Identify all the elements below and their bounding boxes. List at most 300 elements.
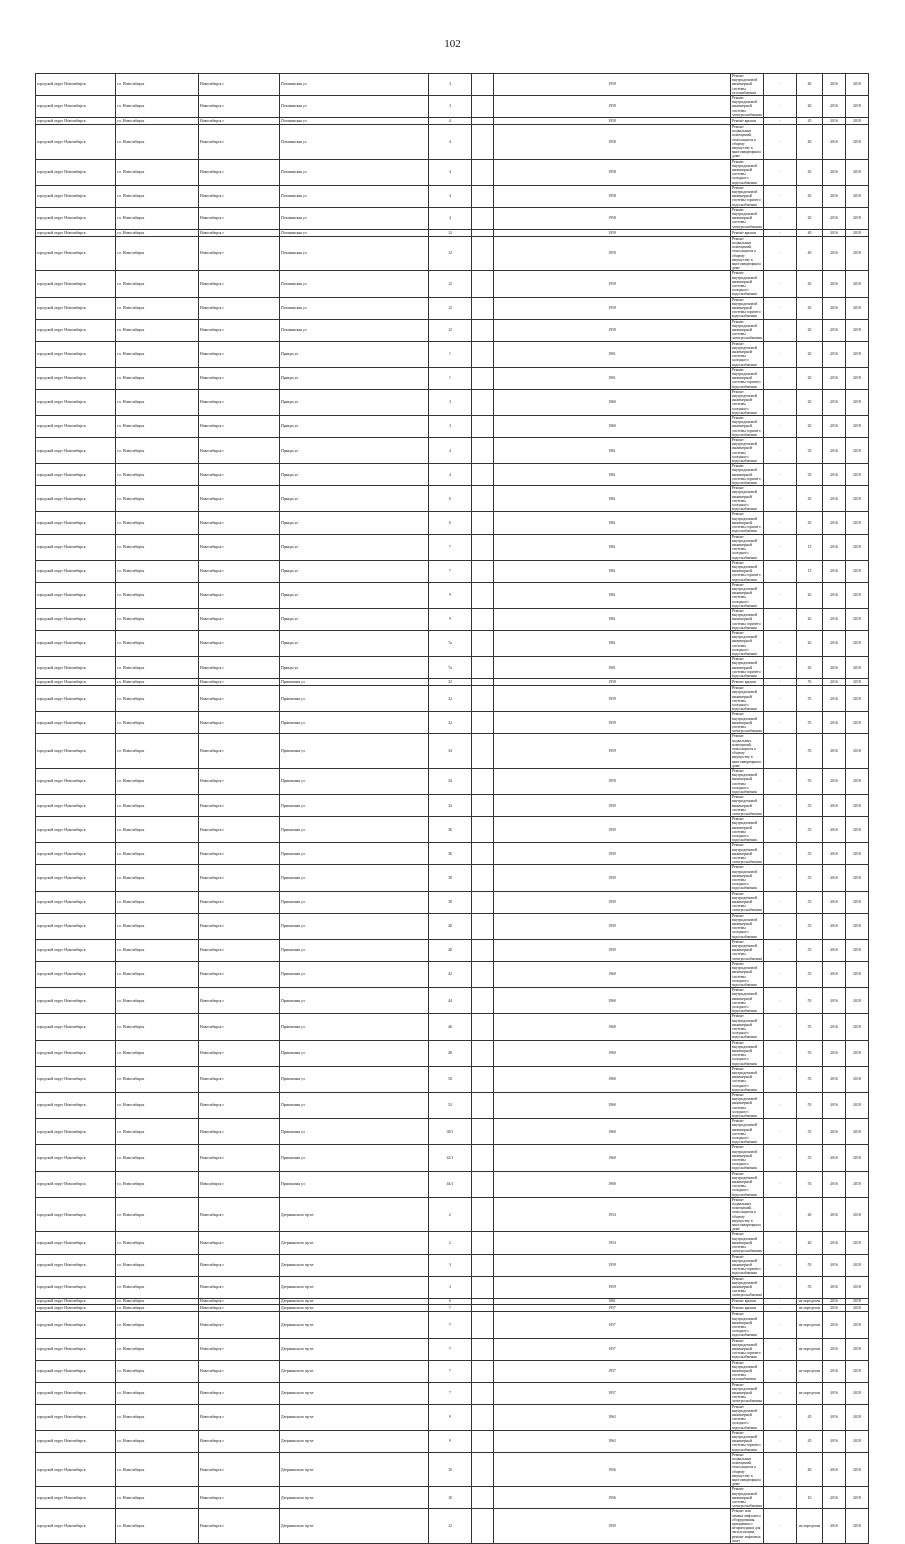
district-cell: городской округ Новосибирск bbox=[36, 734, 116, 769]
table-row bbox=[36, 939, 869, 961]
house-cell: 4 bbox=[429, 207, 472, 229]
year-end-cell: 2018 bbox=[846, 1040, 869, 1066]
cost-cell: 55 bbox=[797, 1066, 823, 1092]
work-type-cell: Ремонт подвальных помещений, относящихся к общему имуществу в многоквартирном доме bbox=[731, 124, 764, 159]
table-row bbox=[36, 865, 869, 891]
work-type-cell: Ремонт внутридомовой инженерной системы холодного водоснабжения bbox=[731, 582, 764, 608]
empty-cell bbox=[472, 657, 494, 679]
table-row bbox=[36, 712, 869, 734]
empty-cell bbox=[472, 1338, 494, 1360]
year-end-cell: 2018 bbox=[846, 865, 869, 891]
year-cell: 1959 bbox=[494, 768, 731, 794]
work-type-cell: Ремонт внутридомовой инженерной системы газоснабжения bbox=[731, 1360, 764, 1382]
empty-cell bbox=[472, 464, 494, 486]
table-row bbox=[36, 1066, 869, 1092]
year-end-cell: 2018 bbox=[846, 843, 869, 865]
work-type-cell: Ремонт внутридомовой инженерной системы электроснабжения bbox=[732, 939, 762, 961]
year-end-cell: 2018 bbox=[846, 686, 869, 712]
cost-cell: 15 bbox=[797, 534, 823, 560]
work-type-cell: Ремонт внутридомовой инженерной системы электроснабжения bbox=[732, 1276, 762, 1298]
house-cell: 7а bbox=[429, 657, 472, 679]
table-body bbox=[36, 74, 869, 1544]
year-end-cell: 2018 bbox=[846, 582, 869, 608]
table-row bbox=[36, 768, 869, 794]
cost-cell: 40 bbox=[797, 229, 823, 236]
house-cell: 44/1 bbox=[429, 1171, 472, 1197]
cost-cell: 20 bbox=[797, 630, 823, 656]
year-start-cell: 2016 bbox=[823, 416, 846, 438]
table-row bbox=[36, 512, 869, 534]
street-cell: Дзержинского пр-кт bbox=[280, 1197, 429, 1232]
empty-cell bbox=[472, 817, 494, 843]
empty-cell bbox=[472, 891, 494, 913]
empty-cell bbox=[472, 939, 494, 961]
house-cell: 3 bbox=[429, 1276, 472, 1298]
dash-cell: - bbox=[764, 1360, 797, 1382]
street-cell: Приисковая ул bbox=[280, 961, 429, 987]
work-type-cell: Ремонт внутридомовой инженерной системы электроснабжения bbox=[732, 891, 762, 913]
table-row bbox=[36, 1254, 869, 1276]
empty-cell bbox=[472, 1487, 494, 1509]
district-cell: городской округ Новосибирск bbox=[36, 486, 116, 512]
dash-cell: - bbox=[764, 486, 797, 512]
house-cell: 2 bbox=[429, 1197, 472, 1232]
city-cell: Новосибирск г bbox=[199, 1040, 280, 1066]
table-row bbox=[36, 118, 869, 125]
year-start-cell: 2016 bbox=[823, 988, 846, 1014]
street-cell: Приисковая ул bbox=[280, 988, 429, 1014]
work-type-cell: Ремонт внутридомовой инженерной системы газоснабжения bbox=[731, 74, 764, 96]
settlement-cell: г.о. Новосибирск bbox=[116, 207, 199, 229]
table-row bbox=[36, 464, 869, 486]
city-cell: Новосибирск г bbox=[199, 1014, 280, 1040]
city-cell: Новосибирск г bbox=[199, 712, 280, 734]
street-cell: Приисковая ул bbox=[280, 1145, 429, 1171]
year-cell: 1960 bbox=[494, 1171, 731, 1197]
year-cell: 1959 bbox=[494, 271, 731, 297]
year-start-cell: 2016 bbox=[823, 1171, 846, 1197]
house-cell: 4 bbox=[429, 124, 472, 159]
street-cell: Приисковая ул bbox=[280, 1119, 429, 1145]
house-cell: 32 bbox=[429, 679, 472, 686]
work-type-cell: Ремонт крыши bbox=[731, 1298, 764, 1305]
dash-cell: - bbox=[764, 319, 797, 341]
street-cell: Дзержинского пр-кт bbox=[280, 1509, 429, 1544]
settlement-cell: г.о. Новосибирск bbox=[116, 1254, 199, 1276]
house-cell: 48 bbox=[429, 1040, 472, 1066]
table-row bbox=[36, 1312, 869, 1338]
table-row bbox=[36, 1040, 869, 1066]
house-cell: 7 bbox=[429, 1338, 472, 1360]
year-cell: 1959 bbox=[494, 913, 731, 939]
empty-cell bbox=[472, 118, 494, 125]
cost-cell: 55 bbox=[797, 1254, 823, 1276]
table-row bbox=[36, 1338, 869, 1360]
year-cell: 1959 bbox=[494, 96, 731, 118]
empty-cell bbox=[472, 1452, 494, 1487]
dash-cell: - bbox=[764, 1487, 797, 1509]
settlement-cell: г.о. Новосибирск bbox=[116, 1119, 199, 1145]
empty-cell bbox=[472, 389, 494, 415]
cost-cell: 40 bbox=[797, 1452, 823, 1487]
cost-cell: 45 bbox=[797, 512, 823, 534]
city-cell: Новосибирск г bbox=[199, 319, 280, 341]
empty-cell bbox=[472, 1254, 494, 1276]
cost-cell: не определен bbox=[797, 1382, 823, 1404]
settlement-cell: г.о. Новосибирск bbox=[116, 185, 199, 207]
dash-cell: - bbox=[764, 534, 797, 560]
year-start-cell: 2016 bbox=[823, 124, 846, 159]
year-cell: 1957 bbox=[494, 1382, 731, 1404]
dash-cell: - bbox=[764, 734, 797, 769]
cost-cell: 55 bbox=[797, 1040, 823, 1066]
empty-cell bbox=[472, 686, 494, 712]
dash-cell: - bbox=[764, 464, 797, 486]
dash-cell: - bbox=[764, 1040, 797, 1066]
empty-cell bbox=[472, 297, 494, 319]
house-cell: 44 bbox=[429, 988, 472, 1014]
table-row bbox=[36, 367, 869, 389]
dash-cell: - bbox=[764, 185, 797, 207]
house-cell: 6 bbox=[429, 486, 472, 512]
table-row bbox=[36, 389, 869, 415]
table-row bbox=[36, 1298, 869, 1305]
year-end-cell: 2018 bbox=[846, 817, 869, 843]
settlement-cell: г.о. Новосибирск bbox=[116, 795, 199, 817]
year-end-cell: 2018 bbox=[846, 416, 869, 438]
year-end-cell: 2018 bbox=[846, 159, 869, 185]
house-cell: 34 bbox=[429, 734, 472, 769]
work-type-cell: Ремонт внутридомовой инженерной системы электроснабжения bbox=[732, 795, 762, 816]
district-cell: городской округ Новосибирск bbox=[36, 1066, 116, 1092]
year-start-cell: 2016 bbox=[823, 1487, 846, 1509]
cost-cell: 20 bbox=[797, 582, 823, 608]
work-type-cell: Ремонт крыши bbox=[731, 1305, 764, 1312]
dash-cell: - bbox=[764, 118, 797, 125]
settlement-cell: г.о. Новосибирск bbox=[116, 1145, 199, 1171]
city-cell: Новосибирск г bbox=[199, 1360, 280, 1382]
year-end-cell: 2018 bbox=[846, 297, 869, 319]
year-end-cell: 2018 bbox=[846, 1145, 869, 1171]
year-end-cell: 2018 bbox=[846, 1312, 869, 1338]
work-type-cell: Ремонт внутридомовой инженерной системы холодного водоснабжения bbox=[731, 961, 764, 987]
table-row bbox=[36, 1452, 869, 1487]
city-cell: Новосибирск г bbox=[199, 438, 280, 464]
dash-cell: - bbox=[764, 159, 797, 185]
year-start-cell: 2016 bbox=[823, 1404, 846, 1430]
year-cell: 1961 bbox=[494, 1298, 731, 1305]
year-cell: 1960 bbox=[494, 416, 731, 438]
street-cell: Потанинская ул bbox=[280, 207, 429, 229]
empty-cell bbox=[472, 1119, 494, 1145]
district-cell: городской округ Новосибирск bbox=[36, 795, 116, 817]
settlement-cell: г.о. Новосибирск bbox=[116, 464, 199, 486]
work-type-cell: Ремонт внутридомовой инженерной системы холодного водоснабжения bbox=[731, 1040, 764, 1066]
district-cell: городской округ Новосибирск bbox=[36, 1254, 116, 1276]
cost-cell: 45 bbox=[797, 207, 823, 229]
street-cell: Потанинская ул bbox=[280, 297, 429, 319]
house-cell: 3 bbox=[429, 389, 472, 415]
year-start-cell: 2016 bbox=[823, 341, 846, 367]
dash-cell: - bbox=[764, 843, 797, 865]
settlement-cell: г.о. Новосибирск bbox=[116, 438, 199, 464]
street-cell: Приисковая ул bbox=[280, 795, 429, 817]
street-cell: Правды ул bbox=[280, 438, 429, 464]
year-end-cell: 2018 bbox=[846, 389, 869, 415]
year-end-cell: 2018 bbox=[846, 1338, 869, 1360]
table-row bbox=[36, 1197, 869, 1232]
year-end-cell: 2018 bbox=[846, 1298, 869, 1305]
year-end-cell: 2018 bbox=[846, 939, 869, 961]
empty-cell bbox=[472, 795, 494, 817]
street-cell: Потанинская ул bbox=[280, 185, 429, 207]
dash-cell: - bbox=[764, 96, 797, 118]
year-end-cell: 2018 bbox=[846, 229, 869, 236]
empty-cell bbox=[472, 74, 494, 96]
district-cell: городской округ Новосибирск bbox=[36, 1197, 116, 1232]
empty-cell bbox=[472, 236, 494, 271]
table-row bbox=[36, 486, 869, 512]
empty-cell bbox=[472, 1276, 494, 1298]
house-cell: 38 bbox=[429, 891, 472, 913]
table-row bbox=[36, 1119, 869, 1145]
year-cell: 1960 bbox=[494, 1092, 731, 1118]
house-cell: 34 bbox=[429, 768, 472, 794]
settlement-cell: г.о. Новосибирск bbox=[116, 712, 199, 734]
empty-cell bbox=[472, 712, 494, 734]
settlement-cell: г.о. Новосибирск bbox=[116, 1298, 199, 1305]
work-type-cell: Ремонт внутридомовой инженерной системы холодного водоснабжения bbox=[731, 865, 764, 891]
street-cell: Правды ул bbox=[280, 389, 429, 415]
year-cell: 1959 bbox=[494, 843, 731, 865]
district-cell: городской округ Новосибирск bbox=[36, 1382, 116, 1404]
year-start-cell: 2016 bbox=[823, 297, 846, 319]
dash-cell: - bbox=[764, 1197, 797, 1232]
settlement-cell: г.о. Новосибирск bbox=[116, 1404, 199, 1430]
street-cell: Правды ул bbox=[280, 534, 429, 560]
table-row bbox=[36, 1232, 869, 1254]
dash-cell: - bbox=[764, 865, 797, 891]
district-cell: городской округ Новосибирск bbox=[36, 1305, 116, 1312]
district-cell: городской округ Новосибирск bbox=[36, 229, 116, 236]
street-cell: Потанинская ул bbox=[280, 74, 429, 96]
city-cell: Новосибирск г bbox=[199, 1298, 280, 1305]
dash-cell: - bbox=[764, 416, 797, 438]
work-type-cell: Ремонт внутридомовой инженерной системы горячего водоснабжения bbox=[731, 608, 764, 630]
year-start-cell: 2016 bbox=[823, 1119, 846, 1145]
settlement-cell: г.о. Новосибирск bbox=[116, 271, 199, 297]
settlement-cell: г.о. Новосибирск bbox=[116, 486, 199, 512]
year-start-cell: 2016 bbox=[823, 1430, 846, 1452]
work-type-cell: Ремонт подвальных помещений, относящихся к общему имуществу в многоквартирном доме bbox=[731, 1452, 764, 1487]
year-start-cell: 2016 bbox=[823, 118, 846, 125]
cost-cell: 45 bbox=[797, 486, 823, 512]
year-start-cell: 2016 bbox=[823, 1382, 846, 1404]
year-end-cell: 2018 bbox=[846, 486, 869, 512]
city-cell: Новосибирск г bbox=[199, 843, 280, 865]
cost-cell: 45 bbox=[797, 367, 823, 389]
year-cell: 1959 bbox=[494, 1254, 731, 1276]
cost-cell: 45 bbox=[797, 657, 823, 679]
work-type-cell: Ремонт внутридомовой инженерной системы электроснабжения bbox=[732, 1382, 762, 1404]
work-type-cell: Ремонт внутридомовой инженерной системы холодного водоснабжения bbox=[731, 1171, 764, 1197]
table-row bbox=[36, 961, 869, 987]
dash-cell: - bbox=[764, 1145, 797, 1171]
year-start-cell: 2016 bbox=[823, 185, 846, 207]
empty-cell bbox=[472, 843, 494, 865]
year-start-cell: 2016 bbox=[823, 1452, 846, 1487]
house-cell: 4 bbox=[429, 185, 472, 207]
empty-cell bbox=[472, 438, 494, 464]
city-cell: Новосибирск г bbox=[199, 341, 280, 367]
settlement-cell: г.о. Новосибирск bbox=[116, 1197, 199, 1232]
year-cell: 1959 bbox=[494, 297, 731, 319]
year-start-cell: 2016 bbox=[823, 1360, 846, 1382]
settlement-cell: г.о. Новосибирск bbox=[116, 1430, 199, 1452]
district-cell: городской округ Новосибирск bbox=[36, 630, 116, 656]
empty-cell bbox=[472, 319, 494, 341]
year-cell: 1960 bbox=[494, 1145, 731, 1171]
year-start-cell: 2016 bbox=[823, 159, 846, 185]
street-cell: Потанинская ул bbox=[280, 229, 429, 236]
table-row bbox=[36, 679, 869, 686]
city-cell: Новосибирск г bbox=[199, 297, 280, 319]
district-cell: городской округ Новосибирск bbox=[36, 512, 116, 534]
settlement-cell: г.о. Новосибирск bbox=[116, 843, 199, 865]
year-start-cell: 2016 bbox=[823, 1014, 846, 1040]
street-cell: Приисковая ул bbox=[280, 768, 429, 794]
year-start-cell: 2016 bbox=[823, 608, 846, 630]
year-cell: 1956 bbox=[494, 1452, 731, 1487]
empty-cell bbox=[472, 582, 494, 608]
cost-cell: 55 bbox=[797, 843, 823, 865]
city-cell: Новосибирск г bbox=[199, 367, 280, 389]
house-cell: 12 bbox=[429, 1509, 472, 1544]
house-cell: 3 bbox=[429, 74, 472, 96]
street-cell: Приисковая ул bbox=[280, 843, 429, 865]
empty-cell bbox=[472, 1066, 494, 1092]
year-cell: 1960 bbox=[494, 1014, 731, 1040]
work-type-cell: Ремонт внутридомовой инженерной системы горячего водоснабжения bbox=[731, 1338, 764, 1360]
house-cell: 7 bbox=[429, 560, 472, 582]
empty-cell bbox=[472, 988, 494, 1014]
city-cell: Новосибирск г bbox=[199, 486, 280, 512]
table-row bbox=[36, 341, 869, 367]
settlement-cell: г.о. Новосибирск bbox=[116, 341, 199, 367]
city-cell: Новосибирск г bbox=[199, 1254, 280, 1276]
cost-cell: 45 bbox=[797, 416, 823, 438]
work-type-cell: Ремонт внутридомовой инженерной системы горячего водоснабжения bbox=[731, 297, 764, 319]
city-cell: Новосибирск г bbox=[199, 96, 280, 118]
dash-cell: - bbox=[764, 1312, 797, 1338]
house-cell: 2 bbox=[429, 1232, 472, 1254]
settlement-cell: г.о. Новосибирск bbox=[116, 389, 199, 415]
empty-cell bbox=[472, 271, 494, 297]
work-type-cell: Ремонт внутридомовой инженерной системы горячего водоснабжения bbox=[731, 464, 764, 486]
year-start-cell: 2016 bbox=[823, 1092, 846, 1118]
house-cell: 12 bbox=[429, 236, 472, 271]
cost-cell: 55 bbox=[797, 1276, 823, 1298]
street-cell: Правды ул bbox=[280, 630, 429, 656]
year-cell: 1959 bbox=[494, 236, 731, 271]
dash-cell: - bbox=[764, 630, 797, 656]
city-cell: Новосибирск г bbox=[199, 1338, 280, 1360]
cost-cell: 45 bbox=[797, 185, 823, 207]
dash-cell: - bbox=[764, 1430, 797, 1452]
cost-cell: 40 bbox=[797, 96, 823, 118]
house-cell: 32 bbox=[429, 686, 472, 712]
dash-cell: - bbox=[764, 608, 797, 630]
house-cell: 38/1 bbox=[429, 1119, 472, 1145]
settlement-cell: г.о. Новосибирск bbox=[116, 1452, 199, 1487]
work-type-cell: Ремонт внутридомовой инженерной системы горячего водоснабжения bbox=[731, 512, 764, 534]
district-cell: городской округ Новосибирск bbox=[36, 319, 116, 341]
year-end-cell: 2018 bbox=[846, 1092, 869, 1118]
street-cell: Потанинская ул bbox=[280, 96, 429, 118]
year-cell: 1959 bbox=[494, 686, 731, 712]
dash-cell: - bbox=[764, 768, 797, 794]
year-start-cell: 2016 bbox=[823, 795, 846, 817]
house-cell: 3 bbox=[429, 96, 472, 118]
dash-cell: - bbox=[764, 817, 797, 843]
street-cell: Правды ул bbox=[280, 608, 429, 630]
year-start-cell: 2016 bbox=[823, 74, 846, 96]
year-start-cell: 2016 bbox=[823, 582, 846, 608]
house-cell: 1 bbox=[429, 367, 472, 389]
year-cell: 1958 bbox=[494, 185, 731, 207]
dash-cell: - bbox=[764, 686, 797, 712]
year-end-cell: 2018 bbox=[846, 1171, 869, 1197]
district-cell: городской округ Новосибирск bbox=[36, 712, 116, 734]
table-row bbox=[36, 582, 869, 608]
empty-cell bbox=[472, 1145, 494, 1171]
year-end-cell: 2018 bbox=[846, 1276, 869, 1298]
table-row bbox=[36, 1145, 869, 1171]
year-cell: 1960 bbox=[494, 1119, 731, 1145]
street-cell: Дзержинского пр-кт bbox=[280, 1276, 429, 1298]
year-cell: 1954 bbox=[494, 1197, 731, 1232]
district-cell: городской округ Новосибирск bbox=[36, 416, 116, 438]
dash-cell: - bbox=[764, 438, 797, 464]
year-end-cell: 2018 bbox=[846, 118, 869, 125]
street-cell: Правды ул bbox=[280, 486, 429, 512]
work-type-cell: Ремонт внутридомовой инженерной системы холодного водоснабжения bbox=[731, 686, 764, 712]
house-cell: 12 bbox=[429, 229, 472, 236]
cost-cell: 55 bbox=[797, 961, 823, 987]
cost-cell: 55 bbox=[797, 865, 823, 891]
settlement-cell: г.о. Новосибирск bbox=[116, 1312, 199, 1338]
table-row bbox=[36, 236, 869, 271]
year-end-cell: 2018 bbox=[846, 795, 869, 817]
cost-cell: 55 bbox=[797, 795, 823, 817]
street-cell: Приисковая ул bbox=[280, 939, 429, 961]
settlement-cell: г.о. Новосибирск bbox=[116, 961, 199, 987]
dash-cell: - bbox=[764, 124, 797, 159]
work-type-cell: Ремонт внутридомовой инженерной системы холодного водоснабжения bbox=[731, 1092, 764, 1118]
empty-cell bbox=[472, 1092, 494, 1118]
city-cell: Новосибирск г bbox=[199, 534, 280, 560]
cost-cell: 45 bbox=[797, 297, 823, 319]
street-cell: Приисковая ул bbox=[280, 817, 429, 843]
table-row bbox=[36, 891, 869, 913]
empty-cell bbox=[472, 367, 494, 389]
cost-cell: не определен bbox=[797, 1338, 823, 1360]
empty-cell bbox=[472, 1360, 494, 1382]
year-cell: 1961 bbox=[494, 582, 731, 608]
house-cell: 9 bbox=[429, 1430, 472, 1452]
work-type-cell: Ремонт или замена лифтового оборудования, признанного непригодным для эксплуатации, ремонт лифтовых шахт bbox=[731, 1509, 764, 1544]
work-type-cell: Ремонт внутридомовой инженерной системы холодного водоснабжения bbox=[731, 486, 764, 512]
